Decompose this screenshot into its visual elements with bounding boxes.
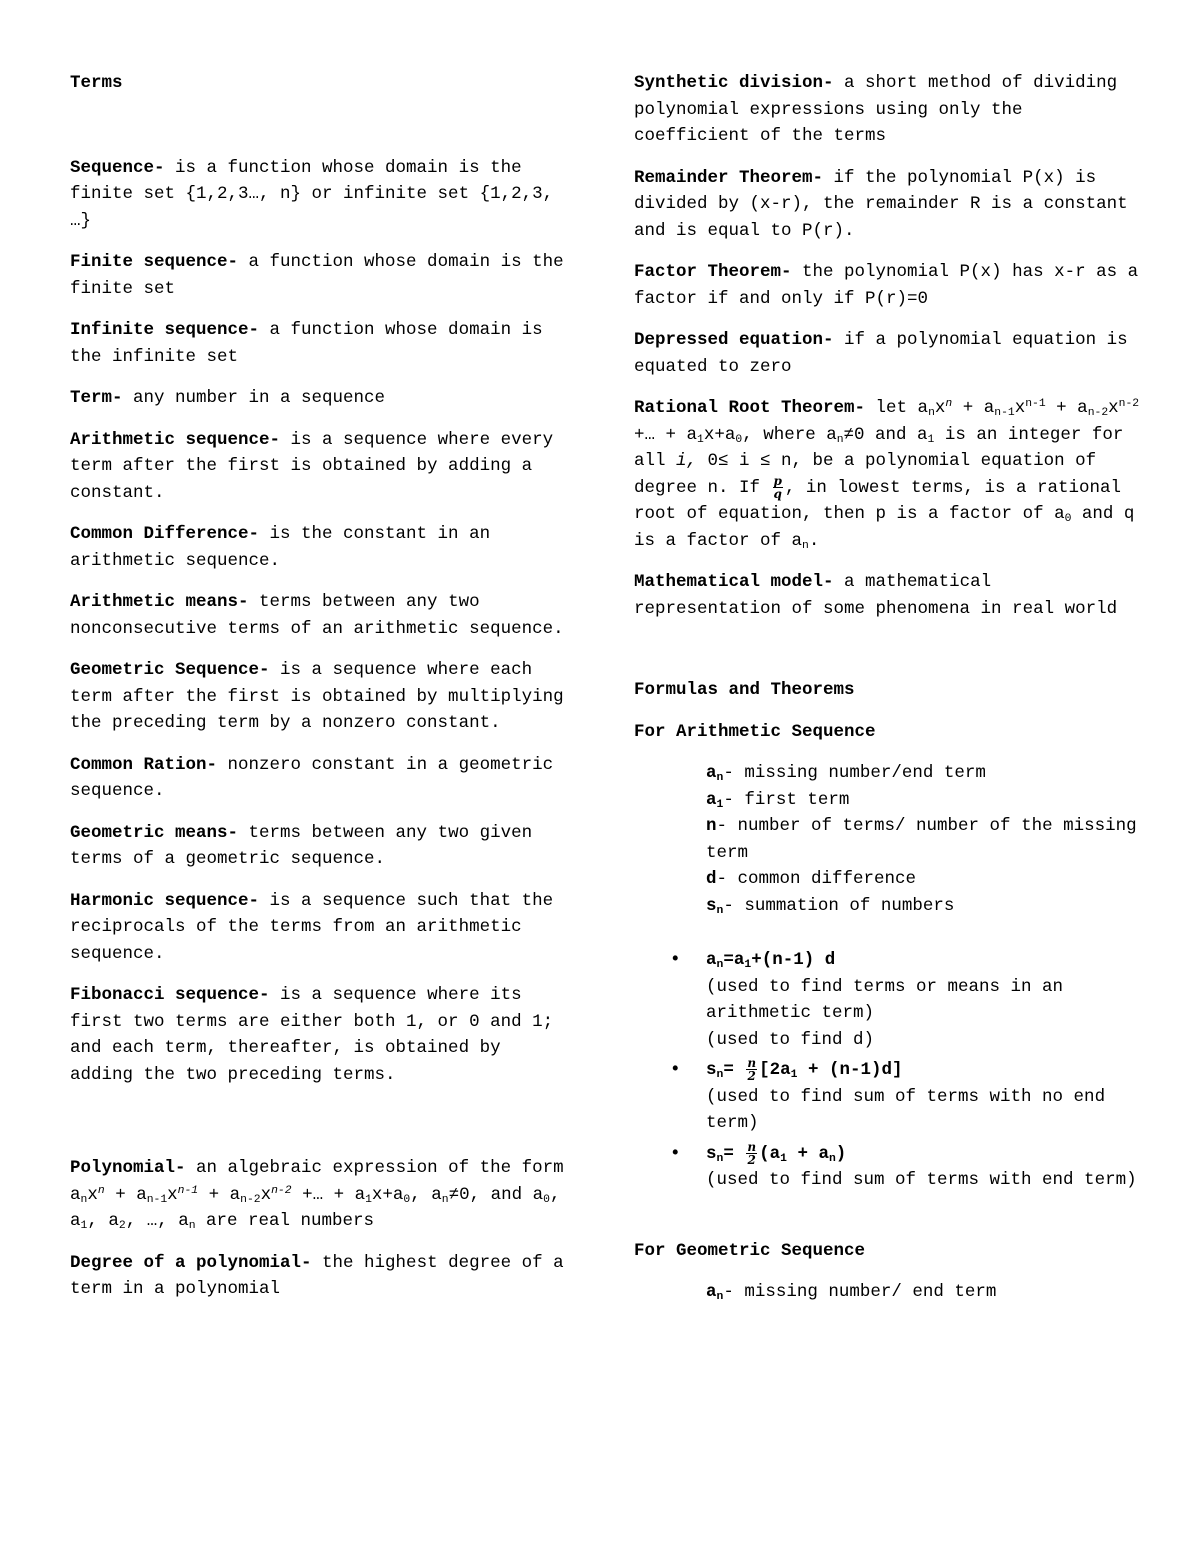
sum-formula-end-term: $s_n=$ $\frac{n}{2}$ $(a_1 + a_n)$ <box>706 1139 847 1167</box>
p-over-q-fraction: $\frac{p}{q}$ <box>773 473 782 501</box>
term-label: Geometric Sequence- <box>70 660 270 680</box>
term-label: Term- <box>70 388 123 408</box>
definition-entry <box>70 752 570 805</box>
variable-symbol: d <box>706 869 717 890</box>
n-over-2-fraction: $\frac{n}{2}$ <box>747 1056 757 1084</box>
variable-definition <box>706 813 1144 866</box>
term-definition: is a function whose domain is the finite set {1,2,3…, n} or infinite set {1,2,3, …} <box>70 157 554 231</box>
term-definition: terms between any two given terms of a geometric sequence. <box>70 822 533 869</box>
term-definition: is a sequence such that the reciprocals of the terms from an arithmetic sequence. <box>70 890 554 964</box>
arithmetic-variables <box>706 760 1144 919</box>
variable-subscript: n <box>716 904 724 917</box>
term-label: Fibonacci sequence- <box>70 985 270 1005</box>
definition-entry <box>634 259 1144 312</box>
term-label: Arithmetic sequence- <box>70 429 281 450</box>
spacer <box>634 919 1144 947</box>
terms-heading: Terms <box>70 73 123 93</box>
geometric-variable: $a_n-$ missing number/ end term <box>706 1282 997 1304</box>
bullet-icon: • <box>670 950 681 971</box>
term-definition: the polynomial P(x) has x-r as a factor if and only if P(r)=0 <box>634 262 1139 309</box>
variable-description: - number of terms/ number of the missing term <box>706 816 1137 863</box>
term-definition: is the constant in an arithmetic sequence. <box>70 524 491 571</box>
rational-root-definition: Rational Root Theorem- let $a_nx^n + a_{n-1}x^{n-1} + a_{n-2}x^{n-2}$ +… + $a_1x+a_0$, where $a_n\ne 0$ and $a_1$ is an integer for all i, 0≤ i ≤ n, be a polynomial equation of degree n. If $\frac{p}{q}$ , in lowest terms, is a rational root of equation, then p is a factor of $a_0$ and q is a factor of $a_n$. <box>634 397 1140 552</box>
term-label: Infinite sequence- <box>70 320 260 340</box>
formulas-heading: Formulas and Theorems <box>634 680 855 701</box>
degree-definition: Degree of a polynomial- the highest degree of a term in a polynomial <box>70 1252 564 1299</box>
term-label: Finite sequence- <box>70 252 239 272</box>
left-column <box>70 70 570 1318</box>
definition-entry <box>70 982 570 1088</box>
definition-entry <box>70 521 570 574</box>
arithmetic-heading: For Arithmetic Sequence <box>634 721 876 742</box>
right-column <box>634 70 1144 1306</box>
variable-symbol: a <box>706 789 717 810</box>
variable-symbol: n <box>706 816 717 837</box>
term-definition: a short method of dividing polynomial expressions using only the coefficient of the terms <box>634 73 1118 146</box>
term-definition: terms between any two nonconsecutive terms of an arithmetic sequence. <box>70 592 564 639</box>
bullet-icon: • <box>670 1060 681 1081</box>
n-over-2-fraction: $\frac{n}{2}$ <box>747 1139 757 1167</box>
term-label: Common Ration- <box>70 754 218 775</box>
term-definition: a function whose domain is the infinite set <box>70 320 543 367</box>
variable-definition <box>706 866 1144 893</box>
formula-sum-with-end: • $s_n=$ $\frac{n}{2}$ $(a_1 + a_n)$ (used to find sum of terms with end term) <box>706 1141 1144 1194</box>
variable-description: - first term <box>723 789 850 810</box>
term-definition: any number in a sequence <box>122 388 386 408</box>
definition-entry <box>70 657 570 737</box>
geometric-heading: For Geometric Sequence <box>634 1240 866 1261</box>
definition-entry <box>70 249 570 302</box>
sum-formula-no-end-term: $s_n=$ $\frac{n}{2}$ $[2a_1 + (n-1)d]$ <box>706 1056 903 1084</box>
term-label: Geometric means- <box>70 822 239 843</box>
variable-definition <box>706 893 1144 920</box>
term-label: Remainder Theorem- <box>634 167 824 188</box>
theorems-list <box>634 70 1144 380</box>
variable-symbol: s <box>706 895 717 916</box>
formula-nth-term: • $a_n=a_1+(n-1)$ d (used to find terms or means in an arithmetic term) (used to find d) <box>706 947 1144 1053</box>
term-label: Common Difference- <box>70 524 260 544</box>
term-definition: is a sequence where each term after the first is obtained by multiplying the preceding term by a nonzero constant. <box>70 660 564 733</box>
variable-definition <box>706 760 1144 787</box>
term-label: Synthetic division- <box>634 73 834 93</box>
term-definition: if a polynomial equation is equated to zero <box>634 330 1128 377</box>
term-label: Harmonic sequence- <box>70 890 260 911</box>
term-label: Sequence- <box>70 157 165 178</box>
variable-definition <box>706 787 1144 814</box>
variable-description: - missing number/end term <box>723 763 986 784</box>
term-definition: is a sequence where every term after the first is obtained by adding a constant. <box>70 429 554 503</box>
spacer <box>70 1103 570 1155</box>
definition-entry <box>70 155 570 235</box>
nth-term-formula: $a_n=a_1+(n-1)$ d <box>706 950 836 971</box>
term-label: Factor Theorem- <box>634 262 792 282</box>
definition-entry <box>70 589 570 642</box>
definition-entry <box>634 327 1144 380</box>
spacer <box>70 97 570 155</box>
definition-entry <box>70 317 570 370</box>
spacer <box>634 637 1144 677</box>
definition-entry <box>70 888 570 968</box>
formula-sum-no-end: • $s_n=$ $\frac{n}{2}$ $[2a_1 + (n-1)d]$ (used to find sum of terms with no end term) <box>706 1057 1144 1137</box>
term-definition: is a sequence where its first two terms are either both 1, or 0 and 1; and each term, thereafter, is obtained by adding the two preceding terms. <box>70 985 554 1085</box>
bullet-icon: • <box>670 1143 681 1164</box>
spacer <box>634 1198 1144 1238</box>
variable-subscript: 1 <box>716 798 724 811</box>
definition-entry <box>70 385 570 412</box>
variable-subscript: n <box>716 771 724 784</box>
definition-entry <box>634 70 1144 150</box>
variable-symbol: a <box>706 763 717 784</box>
model-definition: Mathematical model- a mathematical representation of some phenomena in real world <box>634 572 1118 619</box>
definition-entry <box>70 820 570 873</box>
polynomial-definition: Polynomial- an algebraic expression of the form $a_nx^n + a_{n-1}x^{n-1} + a_{n-2}x^{n-2}$ +… + $a_1x+a_0$, $a_n\ne 0$, and $a_0$, $a_1$, $a_2$, …, $a_n$ are real numbers <box>70 1158 564 1232</box>
term-definition: if the polynomial P(x) is divided by (x-r), the remainder R is a constant and is equal to P(r). <box>634 167 1128 241</box>
variable-description: - common difference <box>716 869 917 890</box>
variable-description: - summation of numbers <box>723 895 955 916</box>
definition-entry <box>70 427 570 507</box>
term-label: Arithmetic means- <box>70 592 249 612</box>
terms-list <box>70 155 570 1089</box>
term-label: Depressed equation- <box>634 330 834 350</box>
term-definition: a function whose domain is the finite set <box>70 252 564 299</box>
term-definition: nonzero constant in a geometric sequence. <box>70 754 554 801</box>
arithmetic-formulas <box>634 947 1144 1194</box>
definition-entry <box>634 165 1144 245</box>
